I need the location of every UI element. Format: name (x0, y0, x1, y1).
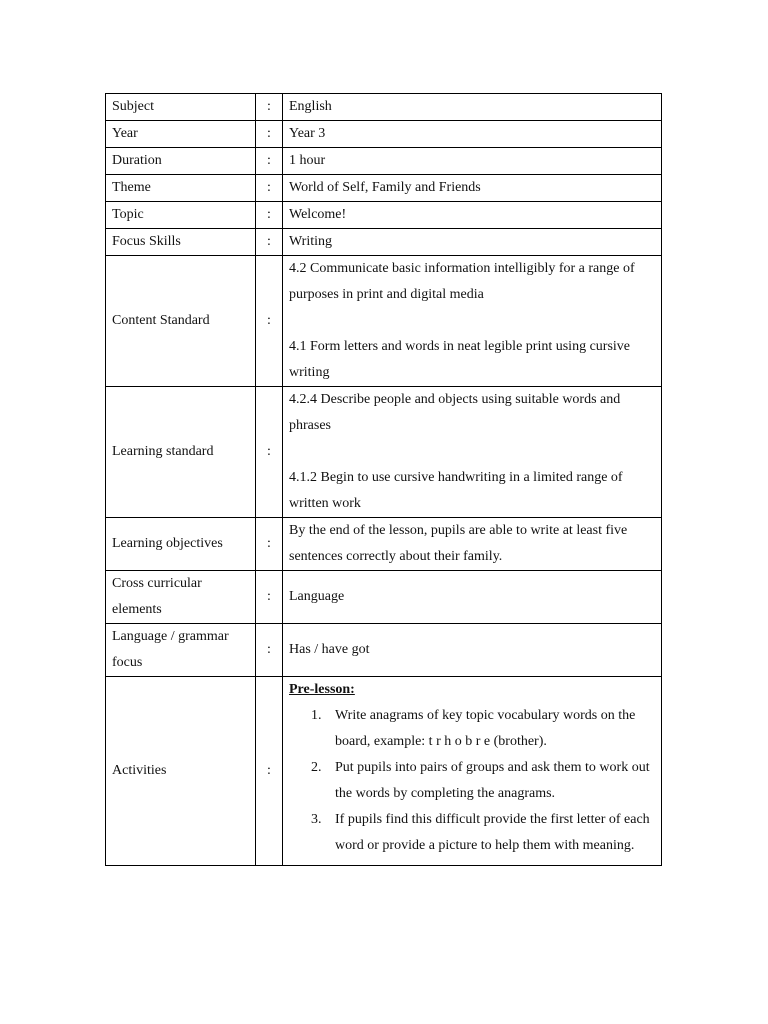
standard-paragraph: 4.2.4 Describe people and objects using suitable words and phrases (289, 392, 621, 433)
activity-step (289, 703, 655, 755)
step-text: Write anagrams of key topic vocabulary words on the board, example: t r h o b r e (brother). (335, 708, 636, 749)
row-language-focus (106, 624, 662, 677)
row-separator: : (256, 94, 283, 121)
row-value (283, 677, 662, 866)
row-content-standard (106, 256, 662, 387)
step-number: 1. (311, 708, 322, 723)
lesson-plan-table (105, 93, 662, 866)
row-label: Year (106, 121, 256, 148)
standard-paragraph: 4.2 Communicate basic information intelligibly for a range of purposes in print and digital media (289, 261, 635, 302)
row-separator: : (256, 571, 283, 624)
row-separator: : (256, 175, 283, 202)
row-value (283, 256, 662, 387)
row-separator: : (256, 148, 283, 175)
row-value: Welcome! (283, 202, 662, 229)
row-label: Activities (106, 677, 256, 866)
row-label: Learning standard (106, 387, 256, 518)
row-value: Language (283, 571, 662, 624)
row-focus-skills (106, 229, 662, 256)
row-label: Focus Skills (106, 229, 256, 256)
row-separator: : (256, 624, 283, 677)
activity-step (289, 807, 655, 859)
activity-step (289, 755, 655, 807)
step-number: 3. (311, 812, 322, 827)
row-label: Cross curricular elements (106, 571, 256, 624)
standard-paragraph: 4.1.2 Begin to use cursive handwriting in a limited range of written work (289, 470, 623, 511)
step-text: If pupils find this difficult provide the first letter of each word or provide a picture to help them with meaning. (335, 812, 650, 853)
standard-paragraph: 4.1 Form letters and words in neat legible print using cursive writing (289, 339, 630, 380)
row-topic (106, 202, 662, 229)
row-separator: : (256, 256, 283, 387)
row-cross-curricular (106, 571, 662, 624)
row-label: Language / grammar focus (106, 624, 256, 677)
row-separator: : (256, 229, 283, 256)
activity-steps (289, 703, 655, 865)
row-label: Duration (106, 148, 256, 175)
row-separator: : (256, 677, 283, 866)
row-value (283, 387, 662, 518)
row-learning-objectives (106, 518, 662, 571)
row-label: Learning objectives (106, 518, 256, 571)
row-subject (106, 94, 662, 121)
row-learning-standard (106, 387, 662, 518)
row-theme (106, 175, 662, 202)
row-value: 1 hour (283, 148, 662, 175)
row-year (106, 121, 662, 148)
row-activities (106, 677, 662, 866)
row-separator: : (256, 121, 283, 148)
row-value: Has / have got (283, 624, 662, 677)
step-number: 2. (311, 760, 322, 775)
row-value: English (283, 94, 662, 121)
row-label: Content Standard (106, 256, 256, 387)
pre-lesson-heading: Pre-lesson: (289, 682, 355, 697)
row-label: Theme (106, 175, 256, 202)
row-label: Subject (106, 94, 256, 121)
row-duration (106, 148, 662, 175)
row-separator: : (256, 202, 283, 229)
row-value: Writing (283, 229, 662, 256)
row-value: By the end of the lesson, pupils are able to write at least five sentences correctly about their family. (283, 518, 662, 571)
row-separator: : (256, 387, 283, 518)
row-separator: : (256, 518, 283, 571)
row-value: Year 3 (283, 121, 662, 148)
row-value: World of Self, Family and Friends (283, 175, 662, 202)
step-text: Put pupils into pairs of groups and ask them to work out the words by completing the anagrams. (335, 760, 650, 801)
row-label: Topic (106, 202, 256, 229)
